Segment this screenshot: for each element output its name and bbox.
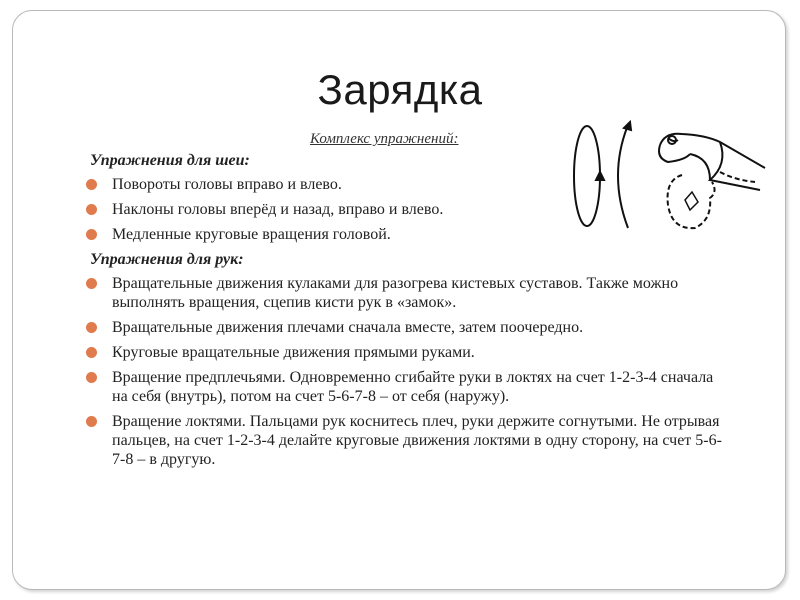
list-item-text: Повороты головы вправо и влево. (112, 176, 342, 193)
list-item-text: Круговые вращательные движения прямыми руками. (112, 344, 475, 361)
bullet-icon (86, 204, 97, 215)
list-item-text: Вращение предплечьями. Одновременно сгибайте руки в локтях на счет 1-2-3-4 сначала на себя (внутрь), потом на счет 5-6-7-8 – от себя (наружу). (112, 369, 714, 405)
list-item (86, 175, 726, 194)
list-item-text: Наклоны головы вперёд и назад, вправо и влево. (112, 201, 444, 218)
list-item-text: Вращение локтями. Пальцами рук коснитесь плеч, руки держите согнутыми. Не отрывая пальцев, на счет 1-2-3-4 делайте круговые движения локтями в одну сторону, на счет 5-6-7-8 – в другую. (112, 413, 722, 468)
list-item (86, 200, 726, 219)
slide-subtitle: Комплекс упражнений: (310, 131, 459, 147)
list-item (86, 318, 726, 337)
bullet-icon (86, 372, 97, 383)
bullet-icon (86, 278, 97, 289)
list-item (86, 368, 726, 406)
list-item (86, 274, 726, 312)
arm-exercises-list (86, 274, 726, 469)
bullet-icon (86, 322, 97, 333)
section-heading-neck: Упражнения для шеи: (90, 152, 250, 169)
section-heading-arms: Упражнения для рук: (90, 251, 244, 268)
bullet-icon (86, 416, 97, 427)
list-item (86, 343, 726, 362)
slide-content (86, 151, 726, 475)
slide-title: Зарядка (317, 66, 483, 113)
bullet-icon (86, 347, 97, 358)
bullet-icon (86, 179, 97, 190)
list-item (86, 412, 726, 469)
neck-exercises-list (86, 175, 726, 244)
bullet-icon (86, 229, 97, 240)
list-item-text: Медленные круговые вращения головой. (112, 226, 391, 243)
list-item-text: Вращательные движения плечами сначала вместе, затем поочередно. (112, 319, 584, 336)
list-item (86, 225, 726, 244)
list-item-text: Вращательные движения кулаками для разогрева кистевых суставов. Также можно выполнять вращения, сцепив кисти рук в «замок». (112, 275, 679, 311)
